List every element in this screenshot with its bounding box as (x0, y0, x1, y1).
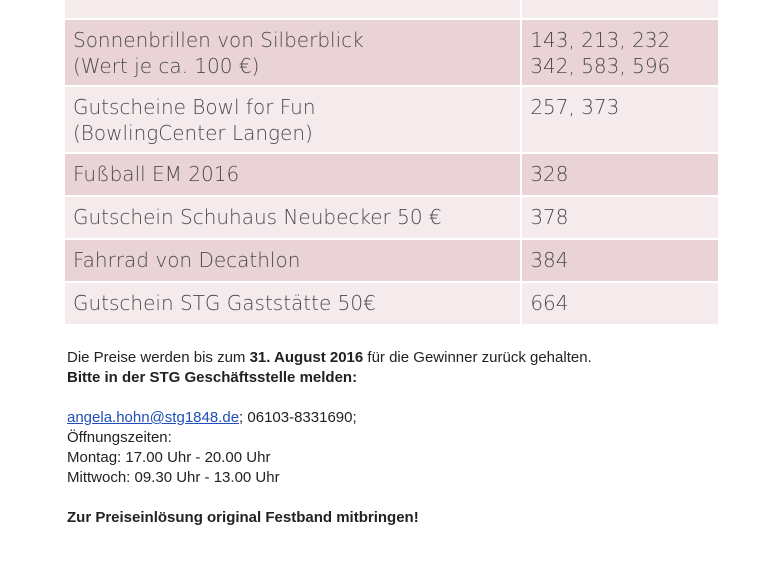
contact-line (67, 408, 747, 428)
prize-name: Gutscheine Bowl for Fun (73, 95, 316, 119)
opening-hours-label: Öffnungszeiten: (67, 429, 172, 446)
table-row (65, 239, 718, 282)
prize-cell (65, 86, 521, 153)
prize-detail: (BowlingCenter Langen) (73, 121, 313, 145)
spacer (67, 488, 747, 508)
prize-cell (65, 0, 521, 19)
hold-notice (67, 348, 747, 368)
winning-numbers: 143, 213, 232 (530, 28, 671, 52)
winning-numbers: 664 (521, 282, 718, 325)
prize-name: Gutschein STG Gaststätte 50€ (65, 282, 521, 325)
prize-detail: (Wert je ca. 100 €) (73, 54, 260, 78)
prize-cell (65, 19, 521, 86)
hold-notice-text: Die Preise werden bis zum (67, 349, 250, 366)
phone-number: ; 06103-8331690; (239, 409, 357, 426)
winning-numbers: 328 (521, 153, 718, 196)
spacer (67, 388, 747, 408)
email-link[interactable]: angela.hohn@stg1848.de (67, 409, 240, 426)
closing-note: Zur Preiseinlösung original Festband mitbringen! (67, 509, 419, 526)
table-row (65, 153, 718, 196)
table-row (65, 196, 718, 239)
table-row (65, 19, 718, 86)
winning-numbers: 384 (521, 239, 718, 282)
winning-numbers: 342, 583, 596 (530, 54, 671, 78)
numbers-cell (521, 19, 718, 86)
table-row-cut-off (65, 0, 718, 19)
opening-hours-monday: Montag: 17.00 Uhr - 20.00 Uhr (67, 449, 271, 466)
table-row (65, 282, 718, 325)
prize-name: Fahrrad von Decathlon (65, 239, 521, 282)
numbers-cell (521, 0, 718, 19)
info-section (67, 348, 747, 528)
winning-numbers: 257, 373 (530, 95, 620, 119)
opening-hours-wednesday: Mittwoch: 09.30 Uhr - 13.00 Uhr (67, 469, 280, 486)
hold-notice-text: für die Gewinner zurück gehalten. (363, 349, 592, 366)
deadline-date: 31. August 2016 (249, 349, 364, 366)
numbers-cell (521, 86, 718, 153)
contact-instruction: Bitte in der STG Geschäftsstelle melden: (67, 369, 358, 386)
prize-name: Sonnenbrillen von Silberblick (73, 28, 364, 52)
table-row (65, 86, 718, 153)
prize-table (65, 0, 718, 326)
prize-name: Gutschein Schuhaus Neubecker 50 € (65, 196, 521, 239)
winning-numbers: 378 (521, 196, 718, 239)
prize-name: Fußball EM 2016 (65, 153, 521, 196)
